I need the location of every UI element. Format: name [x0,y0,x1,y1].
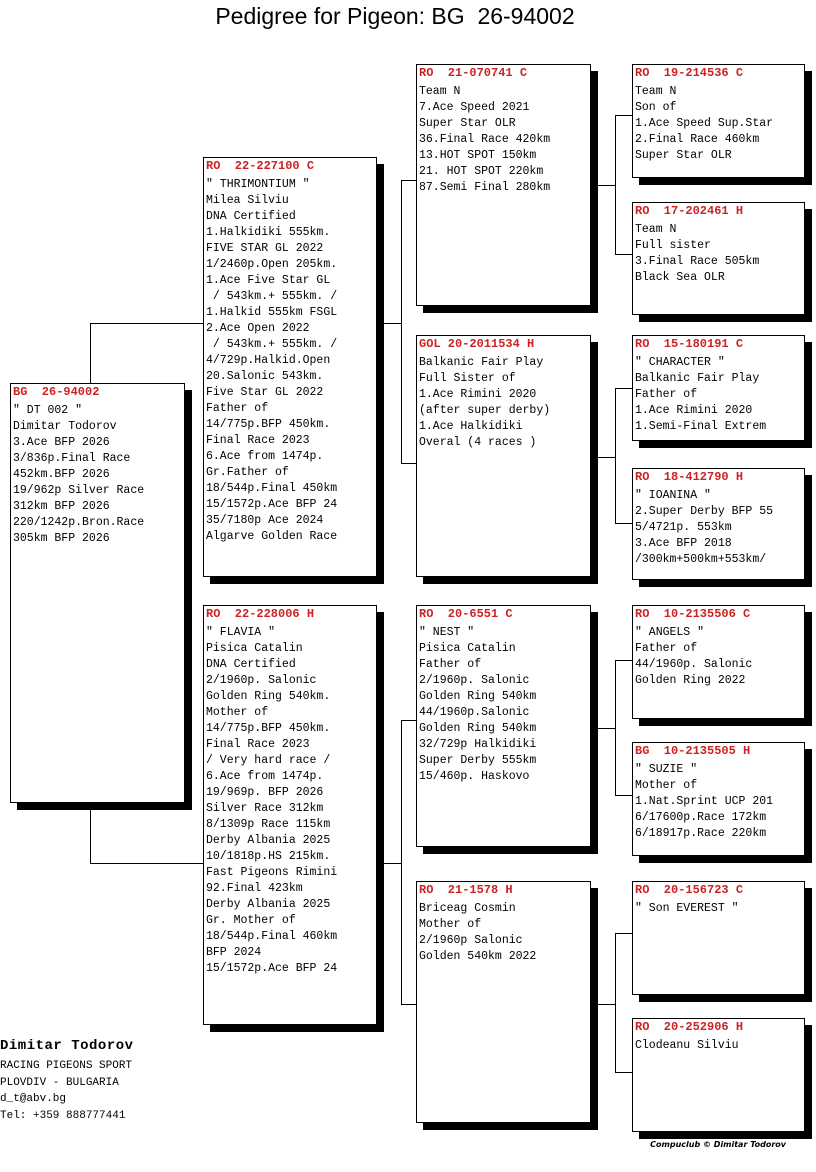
pigeon-info-line: 1.Ace Rimini 2020 [635,404,753,417]
dam-dam-dam-card [632,1018,805,1132]
pigeon-info-line: " NEST " [419,626,475,639]
ring-number: RO 17-202461 H [635,204,744,218]
pigeon-info-line: FIVE STAR GL 2022 [206,242,324,255]
pigeon-info-line: (after super derby) [419,404,551,417]
connector-line [90,863,204,864]
pigeon-info-line: Pisica Catalin [419,642,516,655]
connector-line [401,180,402,464]
sire-sire-card [416,64,591,306]
pigeon-info-line: / 543km.+ 555km. / [206,290,338,303]
pigeon-info-line: Clodeanu Silviu [635,1039,739,1052]
pigeon-info-line: Team N [635,223,677,236]
connector-line [615,115,616,255]
connector-line [615,660,616,796]
pigeon-info-line: Silver Race 312km [206,802,324,815]
pigeon-info-line: Fast Pigeons Rimini [206,866,338,879]
dam-dam-sire-card [632,881,805,995]
pigeon-info-line: 10/1818p.HS 215km. [206,850,331,863]
ring-number: RO 20-156723 C [635,883,744,897]
connector-line [615,523,633,524]
page-title: Pedigree for Pigeon: BG 26-94002 [215,3,575,29]
pigeon-info-line: 14/775p.BFP 450km. [206,722,331,735]
connector-line [615,388,616,524]
pigeon-info-line: Super Star OLR [635,149,732,162]
pigeon-info-line: Briceag Cosmin [419,902,516,915]
ring-number: RO 19-214536 C [635,66,744,80]
pigeon-info-line: Derby Albania 2025 [206,898,331,911]
pigeon-info-line: 5/4721p. 553km [635,521,732,534]
pigeon-info-line: Final Race 2023 [206,738,310,751]
pigeon-info-line: 15/1572p.Ace BFP 24 [206,498,338,511]
sire-card [203,157,377,577]
connector-line [597,1004,616,1005]
ring-number: RO 21-1578 H [419,883,513,897]
ring-number: RO 20-252906 H [635,1020,744,1034]
pigeon-info-line: 1.Nat.Sprint UCP 201 [635,795,774,808]
pigeon-info-line: Mother of [206,706,269,719]
pigeon-info-line: 15/1572p.Ace BFP 24 [206,962,338,975]
pigeon-info-line: Milea Silviu [206,194,289,207]
breeder-location: PLOVDIV - BULGARIA [0,1076,119,1089]
pigeon-info-line: 19/962p Silver Race [13,484,145,497]
pigeon-info-line: Father of [635,642,698,655]
ring-number: BG 10-2135505 H [635,744,751,758]
ring-number: RO 18-412790 H [635,470,744,484]
pigeon-info-line: 8/1309p Race 115km [206,818,331,831]
pigeon-info-line: Algarve Golden Race [206,530,338,543]
pigeon-info-line: Five Star GL 2022 [206,386,324,399]
ring-number: GOL 20-2011534 H [419,337,535,351]
pigeon-info-line: Full sister [635,239,711,252]
connector-line [597,457,616,458]
pigeon-info-line: Balkanic Fair Play [635,372,760,385]
pigeon-info-line: DNA Certified [206,210,296,223]
pigeon-info-line: 20.Salonic 543km. [206,370,324,383]
sire-sire-dam-card [632,202,805,315]
connector-line [401,1004,417,1005]
ring-number: RO 21-070741 C [419,66,528,80]
pigeon-info-line: Derby Albania 2025 [206,834,331,847]
pigeon-info-line: 312km BFP 2026 [13,500,110,513]
pigeon-info-line: 44/1960p.Salonic [419,706,530,719]
software-credit: Compuclub © Dimitar Todorov [650,1140,786,1149]
ring-number: RO 22-228006 H [206,607,315,621]
connector-line [615,795,633,796]
pigeon-info-line: 13.HOT SPOT 150km [419,149,537,162]
pigeon-info-line: Son of [635,101,677,114]
pigeon-info-line: Golden Ring 540km [419,690,537,703]
pigeon-info-line: Final Race 2023 [206,434,310,447]
pigeon-info-line: " IOANINA " [635,489,711,502]
pigeon-info-line: Golden 540km 2022 [419,950,537,963]
breeder-name: Dimitar Todorov [0,1038,134,1054]
pigeon-info-line: 1.Ace Halkidiki [419,420,523,433]
pigeon-info-line: 452km.BFP 2026 [13,468,110,481]
pigeon-info-line: 1/2460p.Open 205km. [206,258,338,271]
pigeon-info-line: Team N [419,85,461,98]
pigeon-info-line: 220/1242p.Bron.Race [13,516,145,529]
connector-line [383,863,402,864]
pigeon-info-line: 1.Ace Speed Sup.Star [635,117,774,130]
dam-sire-dam-card [632,742,805,856]
pigeon-info-line: Gr.Father of [206,466,289,479]
connector-line [615,1072,633,1073]
pigeon-info-line: 44/1960p. Salonic [635,658,753,671]
pigeon-info-line: 6/17600p.Race 172km [635,811,767,824]
pigeon-info-line: 92.Final 423km [206,882,303,895]
pigeon-info-line: DNA Certified [206,658,296,671]
pigeon-info-line: 305km BFP 2026 [13,532,110,545]
pigeon-info-line: Father of [419,658,482,671]
pigeon-info-line: Father of [635,388,698,401]
sire-dam-dam-card [632,468,805,580]
pigeon-info-line: 18/544p.Final 450km [206,482,338,495]
pigeon-info-line: " SUZIE " [635,763,698,776]
connector-line [90,323,204,324]
pigeon-info-line: Pisica Catalin [206,642,303,655]
pigeon-info-line: " Son EVEREST " [635,902,739,915]
pigeon-info-line: 87.Semi Final 280km [419,181,551,194]
pigeon-info-line: 14/775p.BFP 450km. [206,418,331,431]
pigeon-info-line: Team N [635,85,677,98]
connector-line [615,254,633,255]
pigeon-info-line: 4/729p.Halkid.Open [206,354,331,367]
connector-line [401,180,417,181]
pigeon-info-line: 2/1960p. Salonic [419,674,530,687]
breeder-info [0,1037,134,1124]
pigeon-info-line: 1.Ace Rimini 2020 [419,388,537,401]
connector-line [401,720,417,721]
pigeon-info-line: BFP 2024 [206,946,262,959]
sire-dam-card [416,335,591,577]
breeder-tagline: RACING PIGEONS SPORT [0,1060,133,1072]
pigeon-info-line: /300km+500km+553km/ [635,553,767,566]
pigeon-info-line: 1.Semi-Final Extrem [635,420,767,433]
pigeon-info-line: " FLAVIA " [206,626,276,639]
pigeon-info-line: 19/969p. BFP 2026 [206,786,324,799]
pigeon-info-line: " ANGELS " [635,626,705,639]
ring-number: RO 15-180191 C [635,337,744,351]
pigeon-info-line: 2.Final Race 460km [635,133,760,146]
dam-sire-sire-card [632,605,805,719]
connector-line [615,933,633,934]
pigeon-info-line: Balkanic Fair Play [419,356,544,369]
pigeon-info-line: 2.Ace Open 2022 [206,322,310,335]
pigeon-info-line: Father of [206,402,269,415]
pigeon-info-line: Black Sea OLR [635,271,725,284]
pigeon-info-line: 3.Ace BFP 2026 [13,436,110,449]
breeder-phone: Tel: +359 888777441 [0,1109,126,1122]
subject-pigeon-card [10,383,185,803]
connector-line [615,388,633,389]
sire-sire-sire-card [632,64,805,178]
connector-line [383,323,402,324]
pigeon-info-line: Super Derby 555km [419,754,537,767]
pigeon-info-line: Overal (4 races ) [419,436,537,449]
pigeon-info-line: 1.Halkidiki 555km. [206,226,331,239]
pigeon-info-line: 2/1960p Salonic [419,934,523,947]
connector-line [597,185,616,186]
sire-dam-sire-card [632,335,805,441]
connector-line [597,728,616,729]
pigeon-info-line: Golden Ring 2022 [635,674,746,687]
connector-line [401,463,417,464]
pigeon-info-line: 35/7180p Ace 2024 [206,514,324,527]
pigeon-info-line: Gr. Mother of [206,914,296,927]
pigeon-info-line: Mother of [635,779,698,792]
pigeon-info-line: 18/544p.Final 460km [206,930,338,943]
pigeon-info-line: / Very hard race / [206,754,331,767]
pigeon-info-line: 6.Ace from 1474p. [206,450,324,463]
pigeon-info-line: 15/460p. Haskovo [419,770,530,783]
pigeon-info-line: 2/1960p. Salonic [206,674,317,687]
ring-number: RO 22-227100 C [206,159,315,173]
pigeon-info-line: " CHARACTER " [635,356,725,369]
dam-dam-card [416,881,591,1123]
dam-card [203,605,377,1025]
pigeon-info-line: Dimitar Todorov [13,420,117,433]
pigeon-info-line: 1.Halkid 555km FSGL [206,306,338,319]
pigeon-info-line: 3.Ace BFP 2018 [635,537,732,550]
connector-line [90,323,91,383]
connector-line [401,720,402,1005]
pigeon-info-line: 2.Super Derby BFP 55 [635,505,774,518]
pigeon-info-line: " DT 002 " [13,404,83,417]
pigeon-info-line: Golden Ring 540km [419,722,537,735]
connector-line [615,115,633,116]
ring-number: BG 26-94002 [13,385,100,399]
connector-line [615,660,633,661]
pigeon-info-line: 7.Ace Speed 2021 [419,101,530,114]
pigeon-info-line: " THRIMONTIUM " [206,178,310,191]
pigeon-info-line: 3.Final Race 505km [635,255,760,268]
ring-number: RO 10-2135506 C [635,607,751,621]
pigeon-info-line: 21. HOT SPOT 220km [419,165,544,178]
pigeon-info-line: Full Sister of [419,372,516,385]
pigeon-info-line: Super Star OLR [419,117,516,130]
pigeon-info-line: Mother of [419,918,482,931]
pigeon-info-line: 36.Final Race 420km [419,133,551,146]
pigeon-info-line: 32/729p Halkidiki [419,738,537,751]
pigeon-info-line: 6.Ace from 1474p. [206,770,324,783]
ring-number: RO 20-6551 C [419,607,513,621]
pigeon-info-line: Golden Ring 540km. [206,690,331,703]
breeder-email: d_t@abv.bg [0,1093,67,1105]
pigeon-info-line: 6/18917p.Race 220km [635,827,767,840]
pigeon-info-line: / 543km.+ 555km. / [206,338,338,351]
pigeon-info-line: 1.Ace Five Star GL [206,274,331,287]
connector-line [90,808,91,864]
pigeon-info-line: 3/836p.Final Race [13,452,131,465]
dam-sire-card [416,605,591,847]
connector-line [615,933,616,1073]
